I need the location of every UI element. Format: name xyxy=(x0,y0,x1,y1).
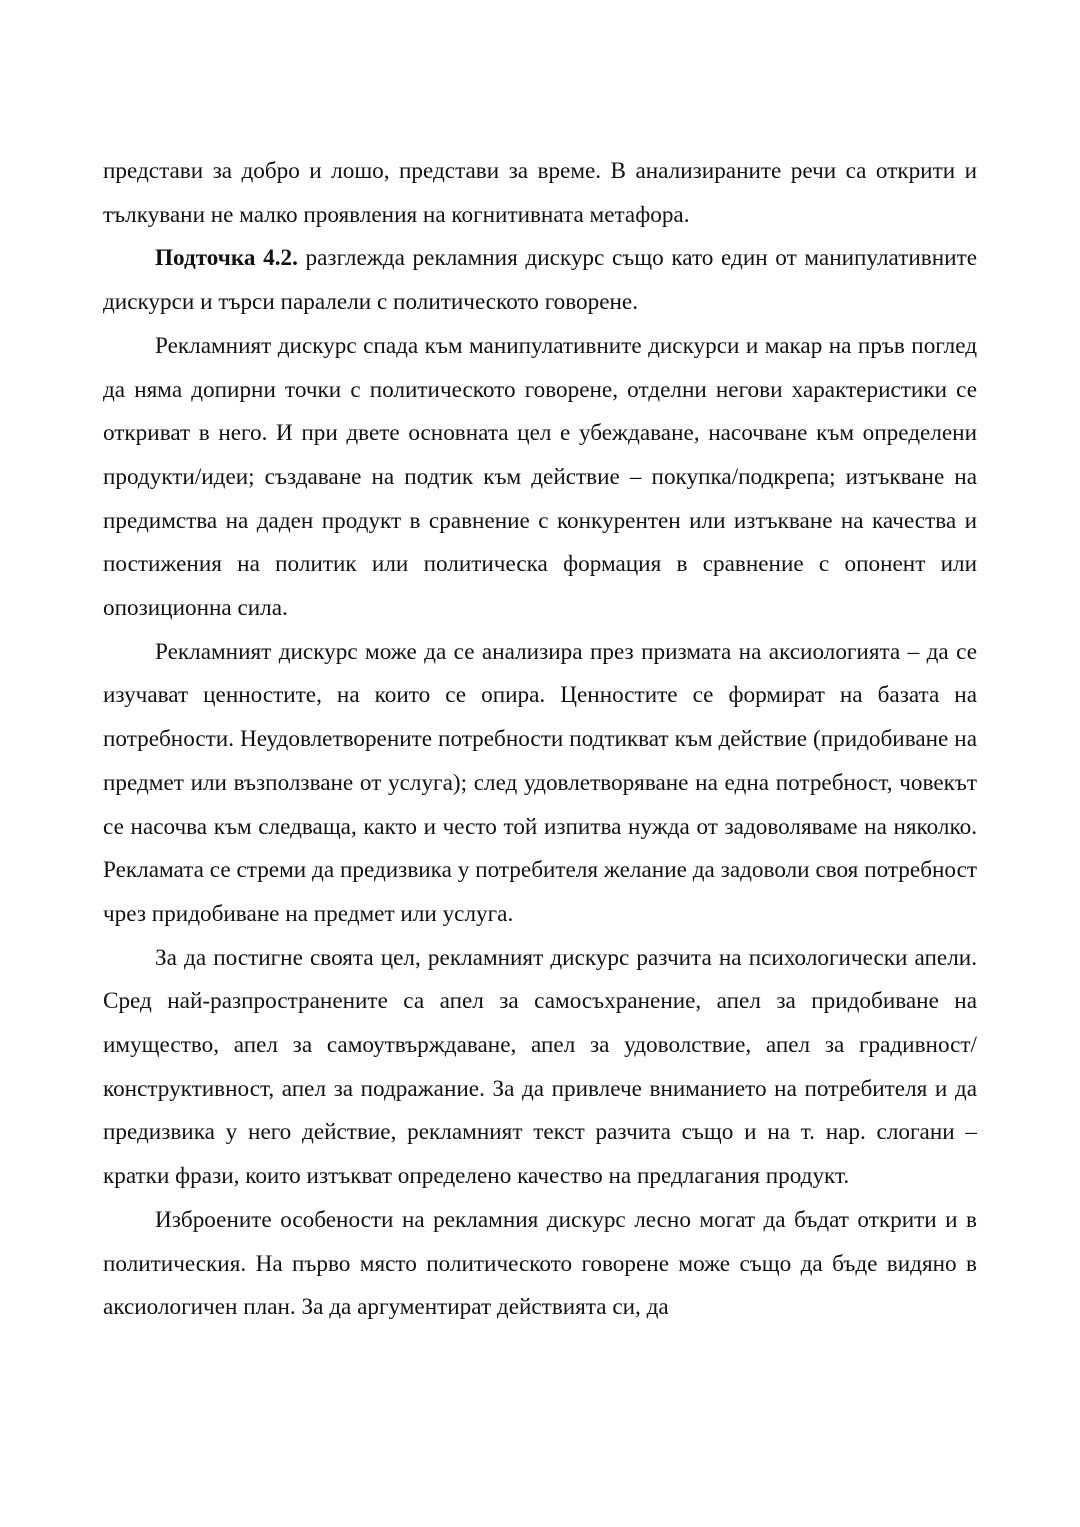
document-body xyxy=(103,150,977,1330)
paragraph-text: разглежда рекламния дискурс също като един от манипулативните дискурси и търси паралели с политическото говорене. xyxy=(103,245,977,316)
paragraph-subsection-4-2 xyxy=(103,237,977,324)
paragraph-axiology: Рекламният дискурс може да се анализира през призмата на аксиологията – да се изучават ценностите, на които се опира. Ценностите се формират на базата на потребности. Неудовлетворените потребности подтикват към действие (придобиване на предмет или възползване от услуга); след удовлетворяване на една потребност, човекът се насочва към следваща, както и често той изпитва нужда от задоволяваме на няколко. Рекламата се стреми да предизвика у потребителя желание да задоволи своя потребност чрез придобиване на предмет или услуга. xyxy=(103,638,977,927)
paragraph-continuation: представи за добро и лошо, представи за време. В анализираните речи са открити и тълкувани не малко проявления на когнитивната метафора. xyxy=(103,158,977,228)
subsection-heading: Подточка 4.2. xyxy=(155,245,298,272)
paragraph-psychological-appeals: За да постигне своята цел, рекламният дискурс разчита на психологически апели. Сред най-разпространените са апел за самосъхранение, апел за придобиване на имущество, апел за самоутвърждаване, апел за удоволствие, апел за градивност/конструктивност, апел за подражание. За да привлече вниманието на потребителя и да предизвика у него действие, рекламният текст разчита също и на т. нар. слогани – кратки фрази, които изтъкват определено качество на предлагания продукт. xyxy=(103,944,977,1190)
paragraph-advertising-discourse: Рекламният дискурс спада към манипулативните дискурси и макар на пръв поглед да няма допирни точки с политическото говорене, отделни негови характеристики се откриват в него. И при двете основната цел е убеждаване, насочване към определени продукти/идеи; създаване на подтик към действие – покупка/подкрепа; изтъкване на предимства на даден продукт в сравнение с конкурентен или изтъкване на качества и постижения на политик или политическа формация в сравнение с опонент или опозиционна сила. xyxy=(103,332,977,622)
paragraph-political-discourse: Изброените особености на рекламния дискурс лесно могат да бъдат открити и в политическия. На първо място политическото говорене може също да бъде видяно в аксиологичен план. За да аргументират действията си, да xyxy=(103,1206,977,1321)
